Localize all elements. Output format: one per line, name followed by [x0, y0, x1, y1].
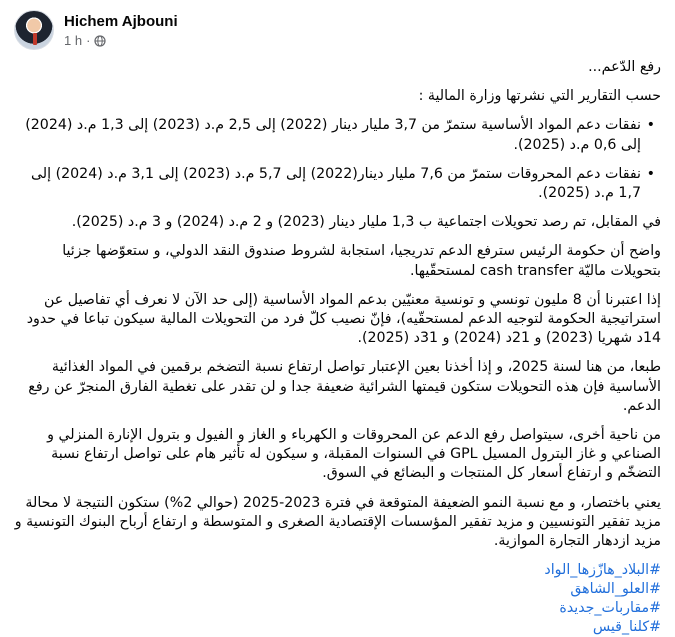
post-meta [64, 12, 178, 49]
post-paragraph: يعني باختصار، و مع نسبة النمو الضعيفة المتوقعة في فترة 2023-2025 (حوالي 2%) ستكون النتيجة لا محالة مزيد تفقير التونسيين و مزيد تفقير المؤسسات الإقتصادية الصغرى و المتوسطة و ارتفاع أرباح البنوك التونسية و مزيد ازدهار التجارة الموازية. [14, 494, 661, 550]
separator: · [86, 32, 91, 48]
post-subline [64, 33, 178, 49]
post-paragraph: واضح أن حكومة الرئيس سترفع الدعم تدريجيا، استجابة لشروط صندوق النقد الدولي، و ستعوّضها جزئيا بتحويلات ماليّة cash transfer لمستحقّيها. [62, 243, 661, 279]
avatar-tie [33, 33, 37, 45]
hashtag-list [14, 561, 661, 637]
author-name[interactable]: Hichem Ajbouni [64, 12, 178, 30]
post-paragraph: طبعا، من هنا لسنة 2025، و إذا أخذنا بعين الإعتبار تواصل ارتفاع نسبة التضخم برقمين في المواد الغذائية الأساسية فإن هذه التحويلات ستكون قيمتها الشرائية ضعيفة جدا و لن تقدر على تغطية الفارق المنجرّ عن رفع الدعم. [28, 359, 661, 414]
list-item: • نفقات دعم المحروقات ستمرّ من 7,6 مليار دينار(2022) إلى 5,7 م.د (2023) إلى 3,1 م.د (2024) إلى 1,7 م.د (2025). [14, 165, 641, 203]
list-item: • نفقات دعم المواد الأساسية ستمرّ من 3,7 مليار دينار (2022) إلى 2,5 م.د (2023) إلى 1,3 م.د (2024) إلى 0,6 م.د (2025). [14, 116, 641, 154]
post-paragraph: في المقابل، تم رصد تحويلات اجتماعية ب 1,3 مليار دينار (2023) و 2 م.د (2024) و 3 م.د (2025). [71, 214, 661, 231]
post-header [14, 8, 178, 52]
globe-icon[interactable] [94, 35, 106, 47]
post-timestamp[interactable]: 1 h [64, 32, 83, 48]
hashtag-link[interactable]: #مقاربات_جديدة [559, 600, 661, 617]
bullet-list [14, 116, 661, 203]
hashtag-link[interactable]: #البلاد_هازّزها_الواد [544, 562, 661, 579]
hashtag-link[interactable]: #العلو_الشاهق [570, 581, 661, 598]
hashtag-link[interactable]: #كلنا_قيس [592, 619, 661, 636]
post-paragraph: إذا اعتبرنا أن 8 مليون تونسي و تونسية معنيّين بدعم المواد الأساسية (إلى حد الآن لا نعرف أي تفاصيل عن استراتيجية الحكومة لتوجيه الدعم لمستحقّيه)، فإنّ نصيب كلّ فرد من التحويلات المالية سيكون تباعا في حدود 14د شهريا (2023) و 21د (2024) و 31د (2025). [26, 291, 661, 347]
avatar[interactable] [14, 10, 54, 50]
post-body [14, 58, 661, 637]
post-paragraph: حسب التقارير التي نشرتها وزارة المالية : [418, 88, 661, 105]
post-paragraph: رفع الدّعم... [588, 59, 661, 75]
post-paragraph: من ناحية أخرى، سيتواصل رفع الدعم عن المحروقات و الكهرباء و الغاز و الفيول و بترول الإنارة المنزلي و الصناعي و غاز البترول المسيل GPL في السنوات المقبلة، و سيكون له تأثير هام على تواصل ارتفاع نسبة التضخّم و ارتفاع أسعار كل المنتجات و البضائع في السوق. [47, 427, 661, 482]
